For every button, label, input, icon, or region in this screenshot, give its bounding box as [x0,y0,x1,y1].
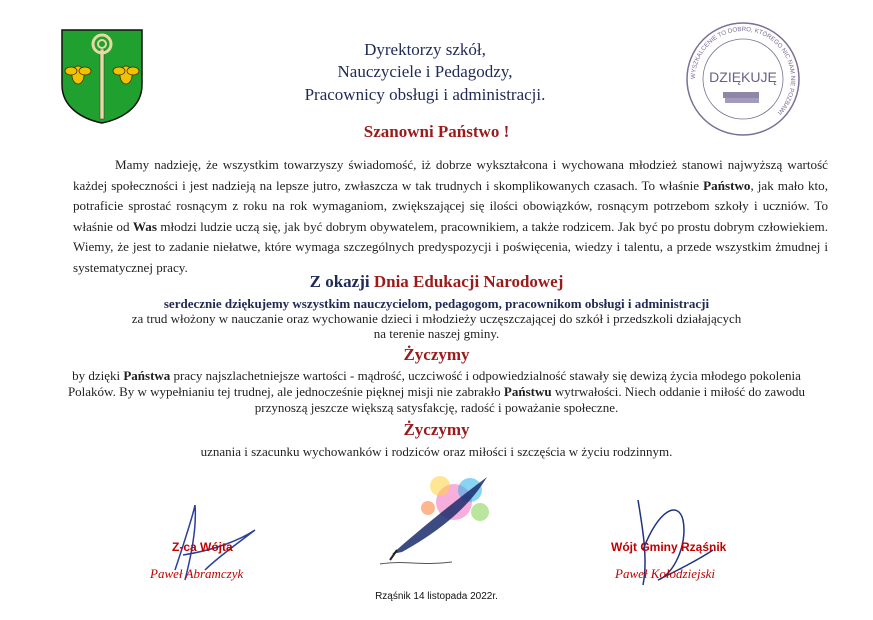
left-signatory-role: Z-ca Wójta [172,540,233,554]
main-paragraph-part1: Mamy nadzieję, że wszystkim towarzyszy świadomość, iż dobrze wykształcona i wychowana młodzież stanowi najwyższą wartość każdej społeczności i jest nadzieją na lepsze jutro, zwłaszcza w tak trudnych i skomplikowanych czasach. To właśnie [73,157,828,193]
wishes-heading-2: Życzymy [403,420,470,439]
thank-you-stamp [683,20,803,138]
wishes-paragraph-2: uznania i szacunku wychowanków i rodziców oraz miłości i szczęścia w życiu rodzinnym. [200,444,673,459]
wishes-heading-1: Życzymy [403,345,470,364]
main-paragraph [73,155,828,278]
right-signatory-role: Wójt Gminy Rząśnik [611,540,727,554]
occasion-holiday-name: Dnia Edukacji Narodowej [373,272,564,291]
wish1-bold-panstwu: Państwu [503,384,552,399]
main-paragraph-part2: , jak mało kto, potraficie sprostać rosnącym z roku na rok wymaganiom, zwiększającej się ilości obowiązków, rosnącym potrzebom szkoły i uczniów. To właśnie od [73,177,828,234]
wish1-bold-panstwa: Państwa [123,368,171,383]
left-signatory-name: Paweł Abramczyk [150,566,244,581]
stamp-graphic [683,20,803,138]
wish1-part-a: by dzięki [72,368,124,383]
stamp-text: DZIĘKUJĘ [709,69,777,85]
place-and-date: Rząśnik 14 listopada 2022r. [375,591,498,602]
header-line-directors: Dyrektorzy szkół, [364,40,486,59]
thanks-bold-line: serdecznie dziękujemy wszystkim nauczycielom, pedagogom, pracownikom obsługi i administracji [163,296,710,311]
stamp-ring-text: WYSZKALCENIE TO DOBRO, KTÓREGO NIC NAM NIE POZBAWI [689,25,797,117]
coat-of-arms-logo [58,27,146,125]
main-paragraph-bold-was: Was [132,218,157,234]
right-signatory-name: Paweł Kołodziejski [615,566,716,581]
main-paragraph-part3: młodzi ludzie uczą się, jak być dobrym obywatelem, pracownikiem, a także rodzicem. Jak być po prostu dobrym człowiekiem. Wiemy, że jest to zadanie niełatwe, które wymaga szczególnych predyspozycji i poświęcenia, wiedzy i talentu, a przede wszystkim żmudnej i systematycznej pracy. [73,218,828,275]
wishes-paragraph-1 [60,368,813,416]
wish1-part-d: wytrwałości. Niech oddanie i miłość do zawodu przynoszą jeszcze większą satysfakcję, radość i poważanie społeczne. [254,384,806,415]
main-paragraph-bold-panstwo: Państwo [703,177,751,193]
header-line-staff: Pracownicy obsługi i administracji. [304,85,546,104]
occasion-heading [0,272,873,292]
thanks-text [0,311,873,341]
header-line-teachers: Nauczyciele i Pedagodzy, [337,62,513,81]
salutation: Szanowni Państwo ! [363,122,510,141]
quill-pen-illustration [362,462,502,582]
thanks-line3: na terenie naszej gminy. [373,326,500,341]
occasion-prefix: Z okazji [309,272,374,291]
thanks-line2: za trud włożony w nauczanie oraz wychowanie dzieci i młodzieży uczęszczającej do szkół i przedszkoli działających [131,311,742,326]
wish1-part-c: pracy najszlachetniejsze wartości - mądrość, uczciwość i odpowiedzialność stawały się dewizą życia młodego pokolenia Polaków. By w wypełnianiu tej trudnej, ale jednocześnie pięknej misji nie zabrakło [67,368,801,399]
